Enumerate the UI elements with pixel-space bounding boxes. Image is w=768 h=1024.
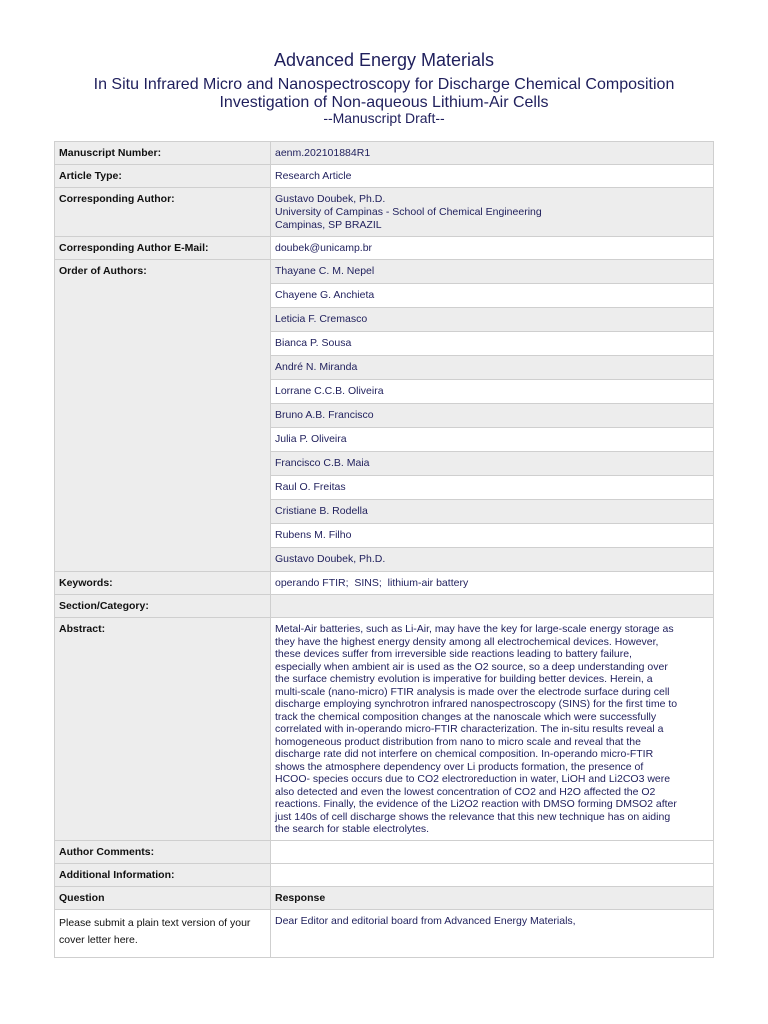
table-row: [55, 142, 714, 165]
additional-information-label: Additional Information:: [55, 863, 271, 886]
author-item: Raul O. Freitas: [271, 476, 714, 500]
article-title-line-2: Investigation of Non-aqueous Lithium-Air Cells: [219, 94, 549, 111]
abstract-label: Abstract:: [55, 618, 271, 841]
author-item: Rubens M. Filho: [271, 524, 714, 548]
section-category-value: [271, 595, 714, 618]
table-row: [55, 909, 714, 957]
corresponding-author-location: Campinas, SP BRAZIL: [275, 219, 382, 231]
abstract-line: the search for stable electrolytes.: [275, 823, 430, 835]
abstract-line: correlated with in-operando micro-FTIR characterization. The in-situ results reveal a: [275, 723, 664, 735]
abstract-line: especially when ambient air is used as the O2 source, so a deep understanding over: [275, 660, 668, 673]
journal-name: Advanced Energy Materials: [273, 50, 495, 70]
draft-label: --Manuscript Draft--: [323, 110, 445, 126]
corresponding-author-name: Gustavo Doubek, Ph.D.: [275, 193, 386, 205]
article-title-line-1: In Situ Infrared Micro and Nanospectroscopy for Discharge Chemical Composition: [93, 76, 675, 93]
section-category-label: Section/Category:: [55, 595, 271, 618]
abstract-text: [271, 618, 714, 841]
question-header: Question: [55, 886, 271, 909]
abstract-line: these devices suffer from irreversible side reactions leading to battery failure,: [275, 648, 632, 660]
email-label: Corresponding Author E-Mail:: [55, 237, 271, 260]
abstract-line: reactions. Finally, the evidence of the Li2O2 reaction with DMSO forming DMSO2 after: [275, 798, 677, 810]
author-item: Cristiane B. Rodella: [271, 500, 714, 524]
abstract-line: they have the highest energy density among all electrochemical devices. However,: [275, 635, 659, 648]
author-item: Julia P. Oliveira: [271, 428, 714, 452]
abstract-line: multi-scale (nano-micro) FTIR analysis is made over the electrode surface during cell: [275, 685, 670, 698]
abstract-line: the surface chemistry evolution is imperative for building better devices. Herein, a: [275, 673, 653, 685]
question-line: Please submit a plain text version of your: [59, 916, 251, 929]
response-header: Response: [271, 886, 714, 909]
additional-information-value: [271, 863, 714, 886]
author-item: Bianca P. Sousa: [271, 332, 714, 356]
abstract-line: shows the atmosphere dependency over Li products formation, the presence of: [275, 760, 644, 773]
article-title: [30, 76, 738, 112]
keyword-item: operando FTIR: [275, 577, 346, 589]
table-row: [55, 165, 714, 188]
email-value[interactable]: doubek@unicamp.br: [271, 237, 714, 260]
manuscript-number-label: Manuscript Number:: [55, 142, 271, 165]
order-of-authors-label: Order of Authors:: [55, 260, 271, 572]
table-row: [55, 572, 714, 595]
keywords-value: [271, 572, 714, 595]
abstract-line: HCOO- species occurs due to CO2 electroreduction in water, LiOH and Li2CO3 were: [275, 773, 671, 785]
corresponding-author-label: Corresponding Author:: [55, 188, 271, 237]
abstract-line: homogeneous product distribution from nano to micro scale and reveal that the: [275, 735, 641, 748]
abstract-line: track the chemical composition changes at the nanoscale which were successfully: [275, 710, 657, 723]
author-item: Gustavo Doubek, Ph.D.: [271, 548, 714, 572]
author-comments-label: Author Comments:: [55, 840, 271, 863]
abstract-line: discharge employing synchrotron infrared nanospectroscopy (SINS) for the first time to: [275, 698, 678, 710]
author-item: Lorrane C.C.B. Oliveira: [271, 380, 714, 404]
table-row: [55, 188, 714, 237]
abstract-line: discharge rate did not interfere on chemical composition. In-operando micro-FTIR: [275, 748, 654, 760]
author-item: Francisco C.B. Maia: [271, 452, 714, 476]
abstract-line: Metal-Air batteries, such as Li-Air, may have the key for large-scale energy storage as: [275, 623, 674, 635]
author-item: Leticia F. Cremasco: [271, 308, 714, 332]
article-type-label: Article Type:: [55, 165, 271, 188]
keyword-item: ; lithium-air battery: [379, 577, 468, 589]
keywords-label: Keywords:: [55, 572, 271, 595]
table-row: [55, 618, 714, 841]
manuscript-number-value: aenm.202101884R1: [271, 142, 714, 165]
corresponding-author-value: [271, 188, 714, 237]
table-row: [55, 595, 714, 618]
question-line: cover letter here.: [59, 933, 138, 946]
corresponding-author-institution: University of Campinas - School of Chemical Engineering: [275, 206, 542, 218]
response-text: Dear Editor and editorial board from Advanced Energy Materials,: [271, 909, 714, 957]
table-row: [55, 863, 714, 886]
author-item: André N. Miranda: [271, 356, 714, 380]
author-item: Bruno A.B. Francisco: [271, 404, 714, 428]
table-row: [55, 886, 714, 909]
table-row: [55, 840, 714, 863]
author-item: Thayane C. M. Nepel: [271, 260, 714, 284]
author-comments-value: [271, 840, 714, 863]
table-row: [55, 260, 714, 284]
question-text: [55, 909, 271, 957]
author-item: Chayene G. Anchieta: [271, 284, 714, 308]
manuscript-metadata-table: [54, 141, 714, 958]
table-row: [55, 237, 714, 260]
article-type-value: Research Article: [271, 165, 714, 188]
abstract-line: also detected and even the lowest concentration of CO2 and H2O affected the O2: [275, 785, 656, 798]
keyword-item: ; SINS: [346, 577, 379, 589]
abstract-line: just 140s of cell discharge shows the relevance that this new technique has on aiding: [275, 810, 671, 823]
